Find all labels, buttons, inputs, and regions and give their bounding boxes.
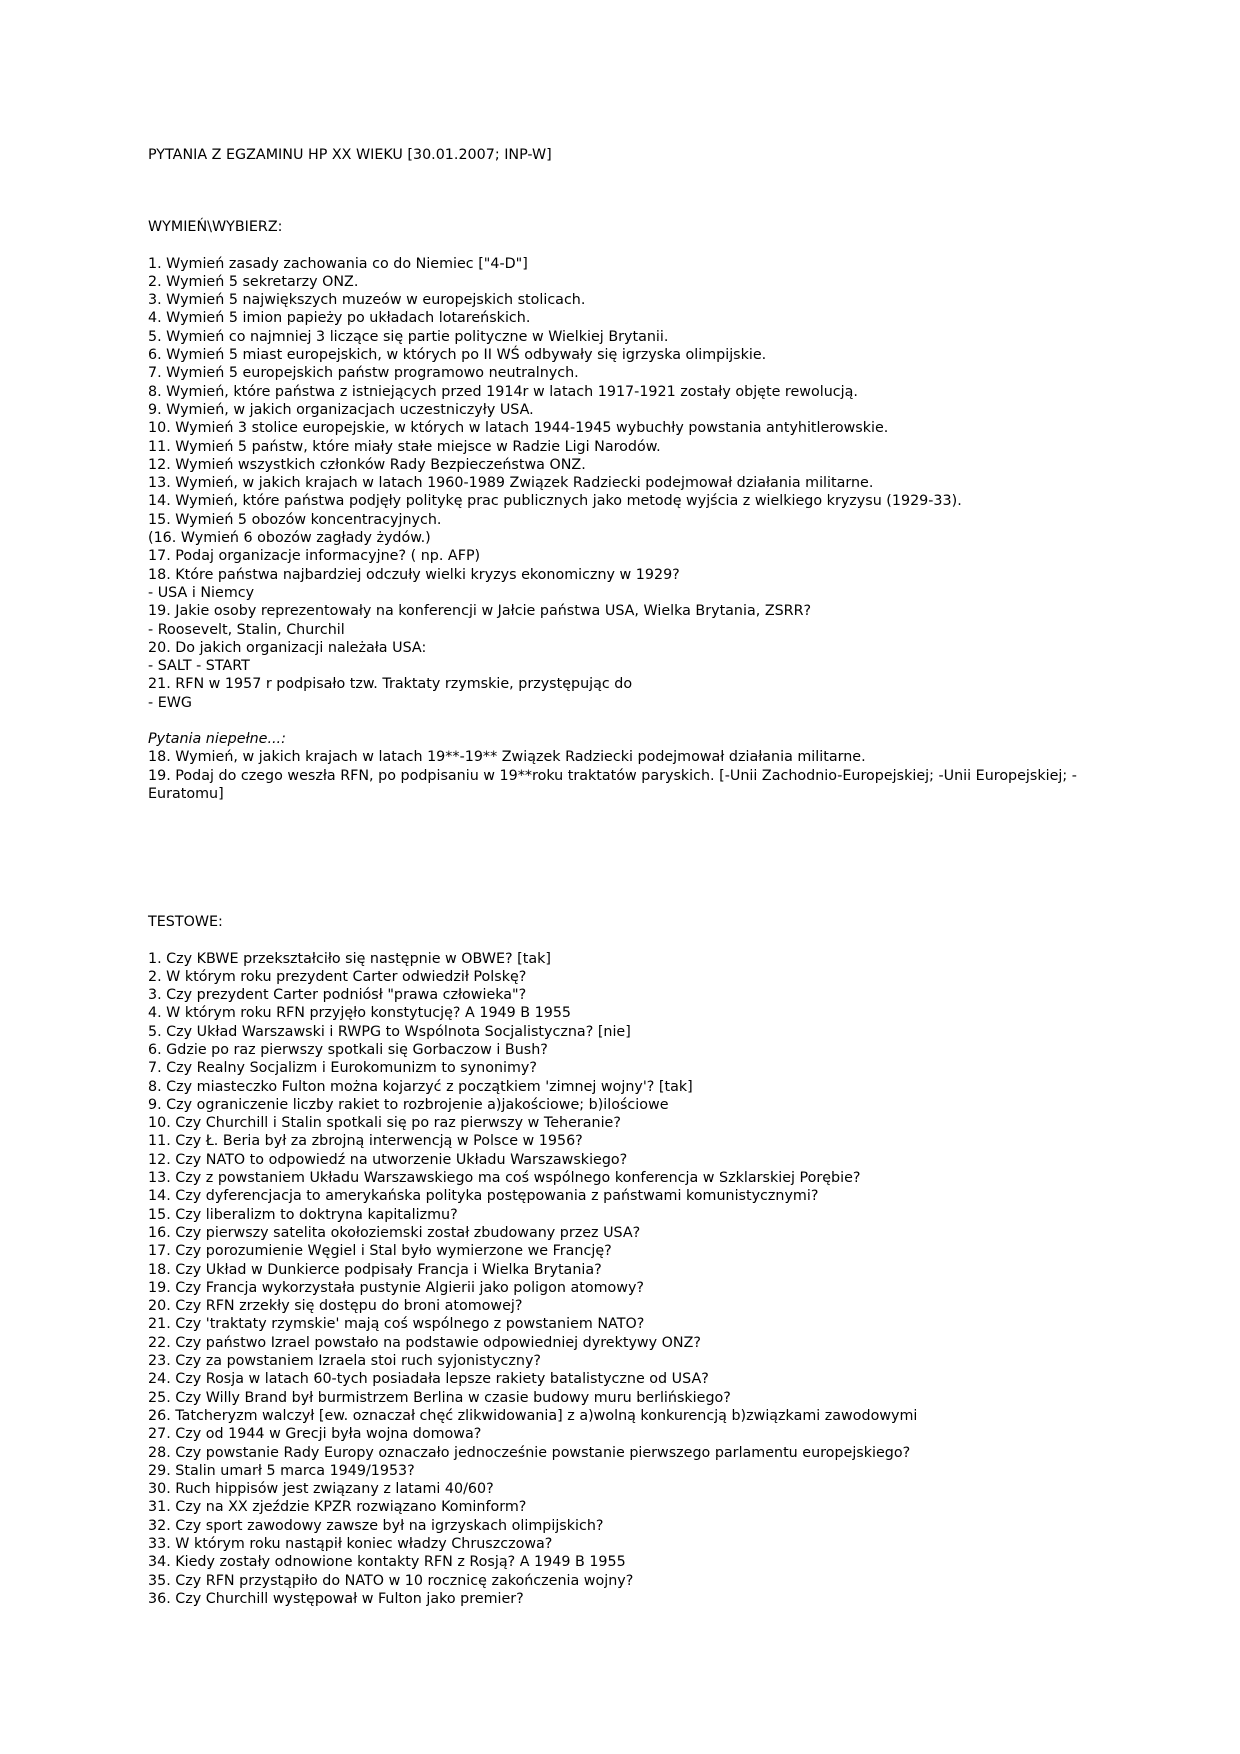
list-item: 8. Czy miasteczko Fulton można kojarzyć z początkiem 'zimnej wojny'? [tak] — [148, 1078, 693, 1095]
list-item: 5. Czy Układ Warszawski i RWPG to Wspólnota Socjalistyczna? [nie] — [148, 1023, 631, 1040]
list-item: 4. Wymień 5 imion papieży po układach lotareńskich. — [148, 310, 531, 327]
list-item: 9. Czy ograniczenie liczby rakiet to rozbrojenie a)jakościowe; b)ilościowe — [148, 1096, 669, 1113]
list-item: 21. RFN w 1957 r podpisało tzw. Traktaty rzymskie, przystępując do — [148, 676, 633, 693]
list-item: 7. Wymień 5 europejskich państw programowo neutralnych. — [148, 365, 579, 382]
list-item: 25. Czy Willy Brand był burmistrzem Berlina w czasie budowy muru berlińskiego? — [148, 1389, 731, 1406]
list-item: 14. Czy dyferencjacja to amerykańska polityka postępowania z państwami komunistycznymi? — [148, 1188, 819, 1205]
list-item: 10. Czy Churchill i Stalin spotkali się po raz pierwszy w Teheranie? — [148, 1115, 621, 1132]
list-item: 12. Czy NATO to odpowiedź na utworzenie Układu Warszawskiego? — [148, 1151, 628, 1168]
list-item: 3. Wymień 5 największych muzeów w europejskich stolicach. — [148, 292, 586, 309]
list-item: 2. Wymień 5 sekretarzy ONZ. — [148, 273, 359, 290]
list-item: 27. Czy od 1944 w Grecji była wojna domowa? — [148, 1426, 482, 1443]
list-item: 18. Które państwa najbardziej odczuły wielki kryzys ekonomiczny w 1929? — [148, 566, 680, 583]
list-item: 19. Czy Francja wykorzystała pustynie Algierii jako poligon atomowy? — [148, 1279, 644, 1296]
list-item: 19. Jakie osoby reprezentowały na konferencji w Jałcie państwa USA, Wielka Brytania, ZSRR? — [148, 603, 812, 620]
section-heading-wymien: WYMIEŃ\WYBIERZ: — [148, 219, 283, 236]
list-item: 20. Czy RFN zrzekły się dostępu do broni atomowej? — [148, 1298, 523, 1315]
list-item: 15. Wymień 5 obozów koncentracyjnych. — [148, 511, 442, 528]
list-item: 34. Kiedy zostały odnowione kontakty RFN z Rosją? A 1949 B 1955 — [148, 1554, 626, 1571]
list-item: 6. Gdzie po raz pierwszy spotkali się Gorbaczow i Bush? — [148, 1041, 548, 1058]
question-list-wymien — [148, 255, 1148, 712]
list-item: 10. Wymień 3 stolice europejskie, w których w latach 1944-1945 wybuchły powstania antyhitlerowskie. — [148, 420, 889, 437]
list-item: 19. Podaj do czego weszła RFN, po podpisaniu w 19**roku traktatów paryskich. [-Unii Zachodnio-Europejskiej; -Unii Europejskiej; -Euratomu] — [148, 767, 1077, 802]
list-item: 13. Wymień, w jakich krajach w latach 1960-1989 Związek Radziecki podejmował działania militarne. — [148, 475, 874, 492]
list-item: 18. Wymień, w jakich krajach w latach 19**-19** Związek Radziecki podejmował działania militarne. — [148, 749, 866, 766]
answer-line: - SALT - START — [148, 658, 250, 675]
list-item: 29. Stalin umarł 5 marca 1949/1953? — [148, 1462, 415, 1479]
document-page — [148, 146, 1148, 1608]
list-item: 4. W którym roku RFN przyjęło konstytucję? A 1949 B 1955 — [148, 1005, 572, 1022]
list-item: 12. Wymień wszystkich członków Rady Bezpieczeństwa ONZ. — [148, 456, 586, 473]
list-item: 32. Czy sport zawodowy zawsze był na igrzyskach olimpijskich? — [148, 1517, 604, 1534]
list-item: 5. Wymień co najmniej 3 liczące się partie polityczne w Wielkiej Brytanii. — [148, 328, 669, 345]
list-item: 3. Czy prezydent Carter podniósł "prawa człowieka"? — [148, 987, 527, 1004]
answer-line: - USA i Niemcy — [148, 584, 255, 601]
list-item: 18. Czy Układ w Dunkierce podpisały Francja i Wielka Brytania? — [148, 1261, 602, 1278]
list-item: 21. Czy 'traktaty rzymskie' mają coś wspólnego z powstaniem NATO? — [148, 1316, 645, 1333]
list-item: 1. Czy KBWE przekształciło się następnie w OBWE? [tak] — [148, 950, 551, 967]
list-item: 13. Czy z powstaniem Układu Warszawskiego ma coś wspólnego konferencja w Szklarskiej Porębie? — [148, 1170, 861, 1187]
list-item: 24. Czy Rosja w latach 60-tych posiadała lepsze rakiety batalistyczne od USA? — [148, 1371, 709, 1388]
list-item: 15. Czy liberalizm to doktryna kapitalizmu? — [148, 1206, 458, 1223]
list-item: 33. W którym roku nastąpił koniec władzy Chruszczowa? — [148, 1536, 553, 1552]
list-item: 9. Wymień, w jakich organizacjach uczestniczyły USA. — [148, 401, 534, 418]
incomplete-question-list — [148, 748, 1148, 803]
answer-line: - EWG — [148, 694, 192, 711]
list-item: 17. Czy porozumienie Węgiel i Stal było wymierzone we Francję? — [148, 1243, 612, 1260]
list-item: 8. Wymień, które państwa z istniejących przed 1914r w latach 1917-1921 zostały objęte rewolucją. — [148, 383, 858, 400]
list-item: 36. Czy Churchill występował w Fulton jako premier? — [148, 1590, 524, 1607]
list-item: 30. Ruch hippisów jest związany z latami 40/60? — [148, 1481, 494, 1498]
list-item: 22. Czy państwo Izrael powstało na podstawie odpowiedniej dyrektywy ONZ? — [148, 1334, 701, 1351]
list-item: 11. Czy Ł. Beria był za zbrojną interwencją w Polsce w 1956? — [148, 1133, 583, 1150]
list-item: 23. Czy za powstaniem Izraela stoi ruch syjonistyczny? — [148, 1353, 542, 1370]
list-item: 17. Podaj organizacje informacyjne? ( np. AFP) — [148, 548, 481, 565]
list-item: 14. Wymień, które państwa podjęły politykę prac publicznych jako metodę wyjścia z wielkiego kryzysu (1929-33). — [148, 493, 962, 510]
list-item: 1. Wymień zasady zachowania co do Niemiec ["4-D"] — [148, 255, 528, 272]
list-item: 26. Tatcheryzm walczył [ew. oznaczał chęć zlikwidowania] z a)wolną konkurencją b)związkami zawodowymi — [148, 1407, 918, 1424]
list-item: 31. Czy na XX zjeździe KPZR rozwiązano Kominform? — [148, 1499, 527, 1516]
answer-line: - Roosevelt, Stalin, Churchil — [148, 621, 345, 638]
section-heading-testowe: TESTOWE: — [148, 914, 223, 931]
list-item: 7. Czy Realny Socjalizm i Eurokomunizm to synonimy? — [148, 1060, 537, 1077]
list-item: (16. Wymień 6 obozów zagłady żydów.) — [148, 530, 431, 547]
list-item: 16. Czy pierwszy satelita okołoziemski został zbudowany przez USA? — [148, 1224, 641, 1241]
list-item: 20. Do jakich organizacji należała USA: — [148, 639, 427, 656]
list-item: 6. Wymień 5 miast europejskich, w których po II WŚ odbywały się igrzyska olimpijskie. — [148, 347, 767, 364]
list-item: 11. Wymień 5 państw, które miały stałe miejsce w Radzie Ligi Narodów. — [148, 438, 661, 455]
list-item: 28. Czy powstanie Rady Europy oznaczało jednocześnie powstanie pierwszego parlamentu europejskiego? — [148, 1444, 911, 1461]
document-title: PYTANIA Z EGZAMINU HP XX WIEKU [30.01.2007; INP-W] — [148, 147, 552, 163]
list-item: 2. W którym roku prezydent Carter odwiedził Polskę? — [148, 968, 527, 985]
question-list-testowe — [148, 950, 1148, 1609]
list-item: 35. Czy RFN przystąpiło do NATO w 10 rocznicę zakończenia wojny? — [148, 1572, 634, 1589]
incomplete-questions-heading: Pytania niepełne...: — [148, 731, 286, 748]
